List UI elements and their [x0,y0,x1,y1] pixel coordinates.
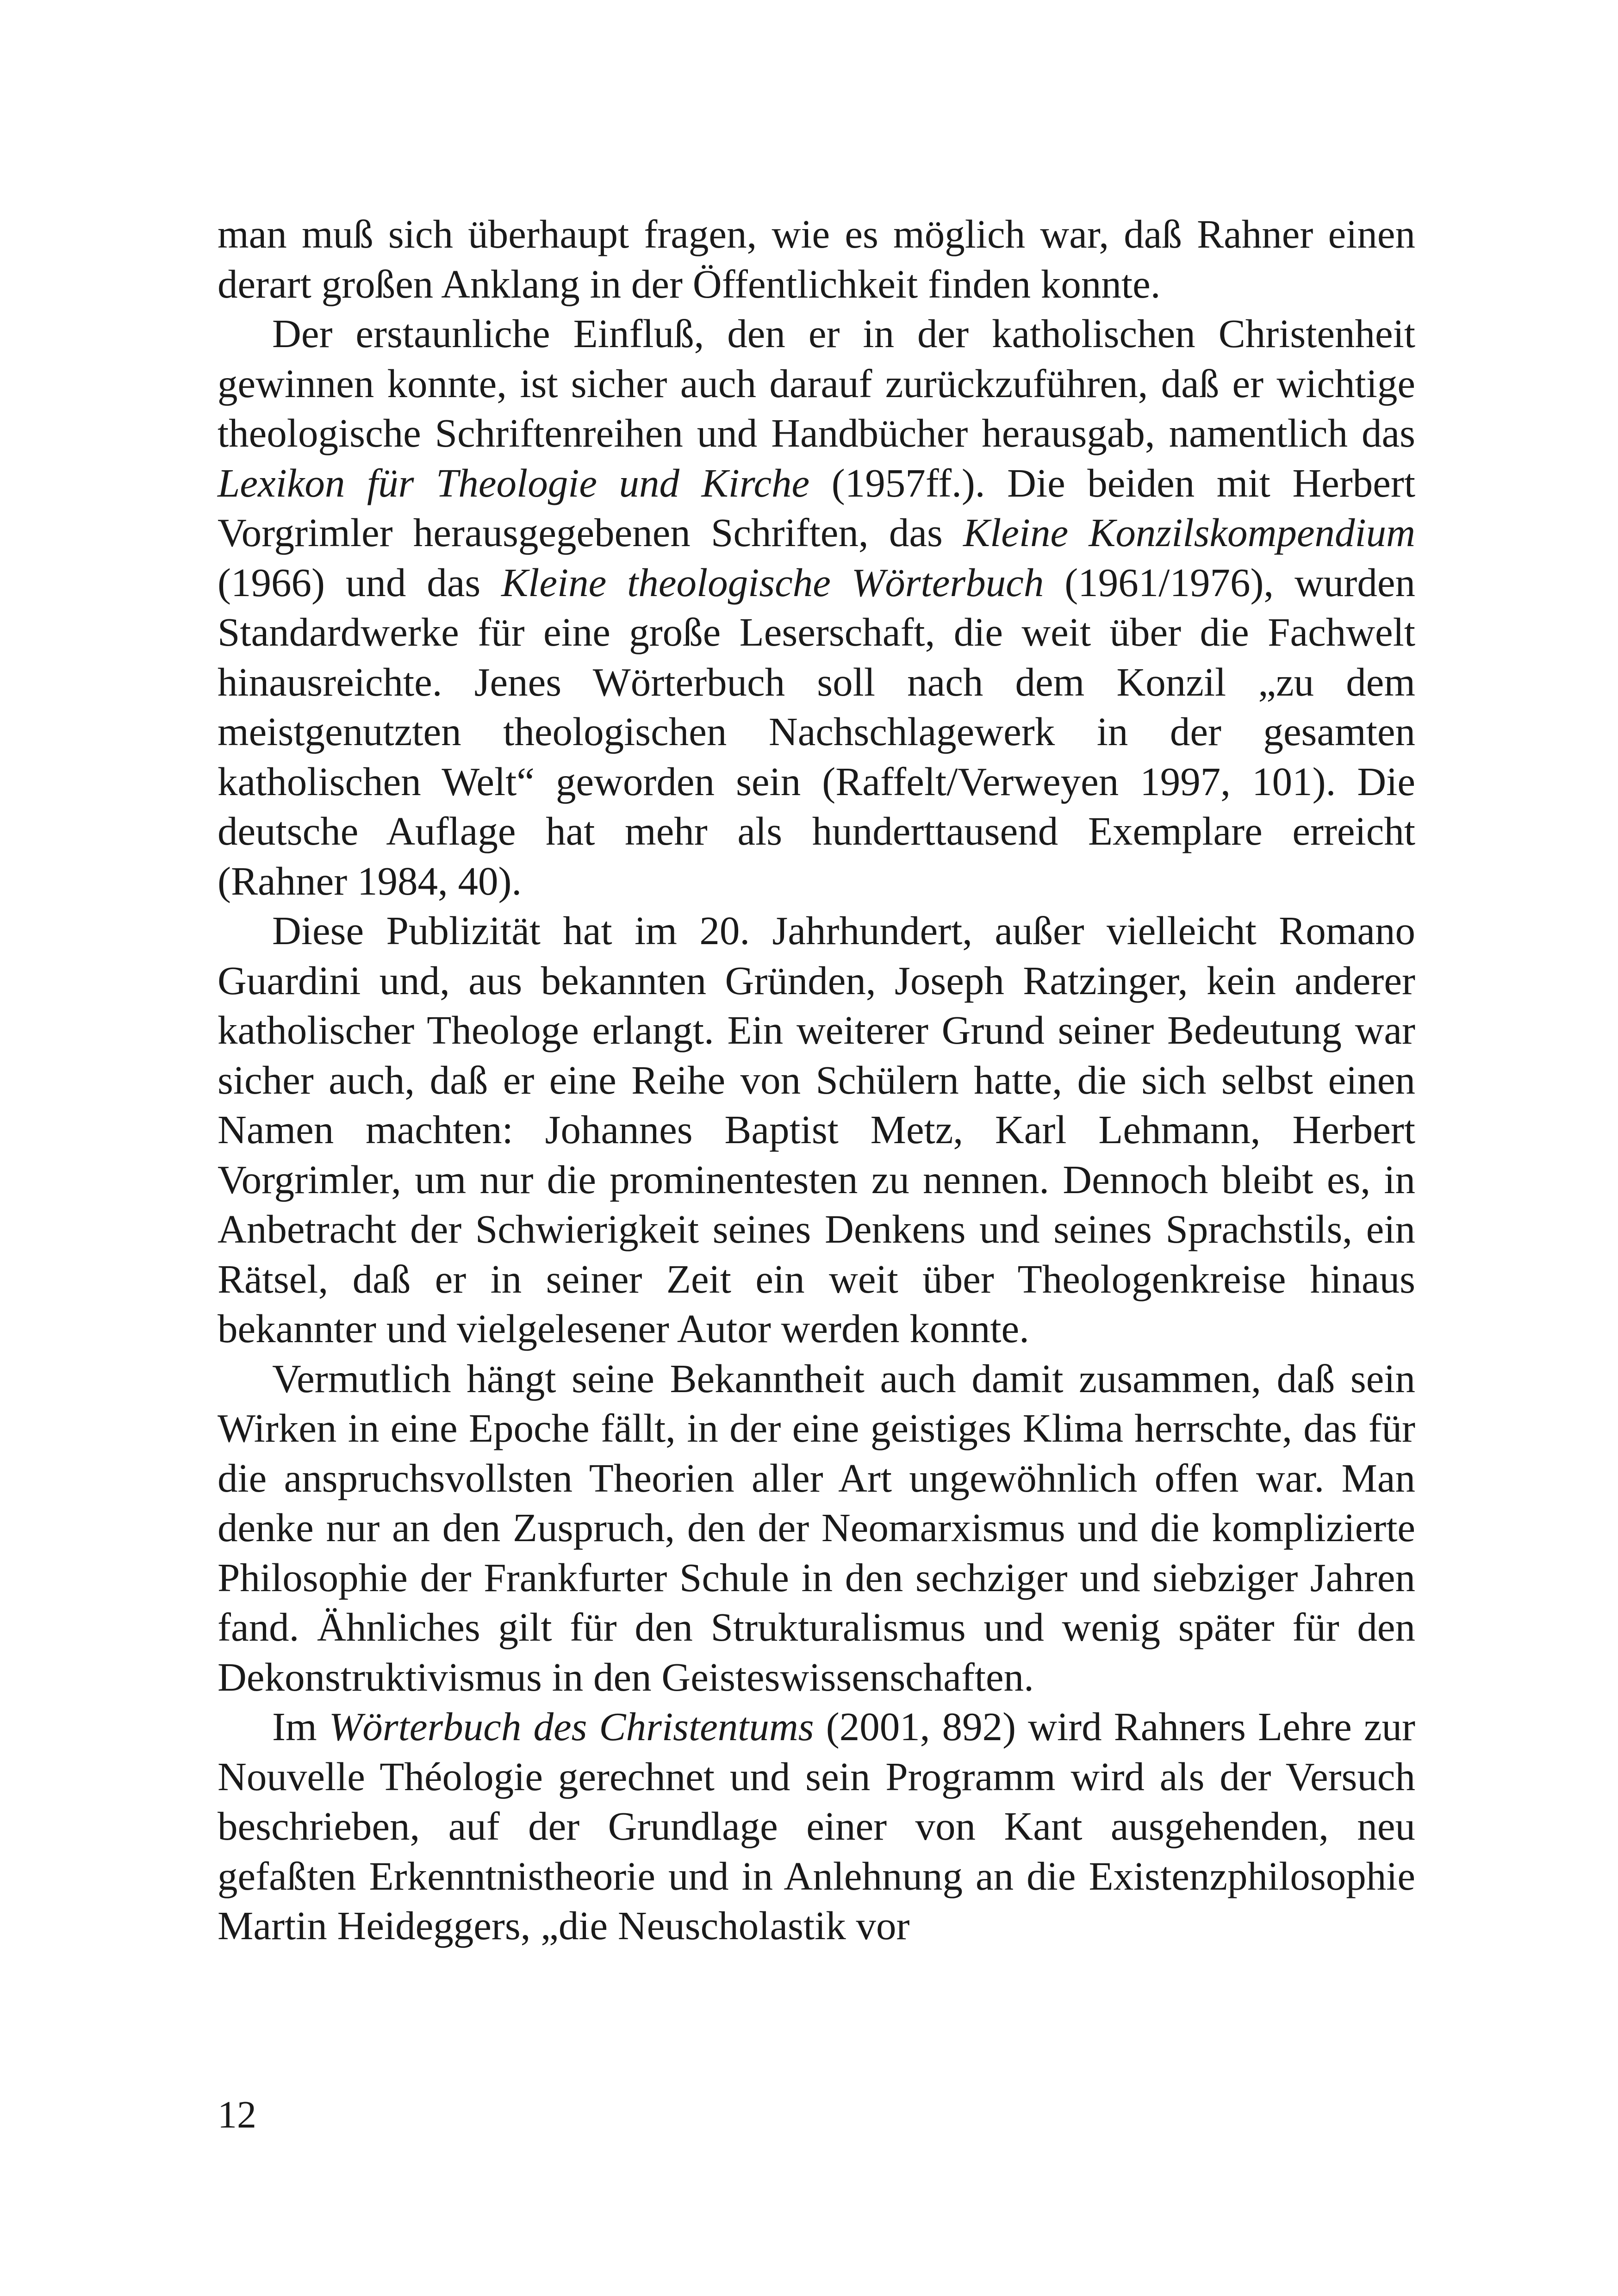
text-run: (1961/1976), wurden Standardwerke für eine große Leserschaft, die weit über die Fachwelt hinausreichte. Jenes Wörterbuch soll nach dem Konzil „zu dem meistgenutzten theologischen Nachschlagewerk in der gesamten katholischen Welt“ geworden sein (Raffelt/Verweyen 1997, 101). Die deutsche Auflage hat mehr als hunderttausend Exemplare erreicht (Rahner 1984, 40). [218,560,1415,903]
paragraph [218,906,1415,1354]
page-number: 12 [218,2093,256,2136]
paragraph [218,1702,1415,1951]
text-run: Vermutlich hängt seine Bekanntheit auch damit zusammen, daß sein Wirken in eine Epoche fällt, in der eine geistiges Klima herrschte, das für die anspruchsvollsten Theorien aller Art ungewöhnlich offen war. Man denke nur an den Zuspruch, den der Neomarxismus und die komplizierte Philosophie der Frankfurter Schule in den sechziger und siebziger Jahren fand. Ähnliches gilt für den Strukturalismus und wenig später für den Dekonstruktivismus in den Geisteswissenschaften. [218,1356,1415,1699]
body-text [218,209,1415,1951]
text-run: (1957ff.). Die beiden mit Herbert Vorgrimler herausgegebenen Schriften, das [218,460,1415,555]
text-run: Der erstaunliche Einfluß, den er in der katholischen Christenheit gewinnen konnte, ist sicher auch darauf zurückzuführen, daß er wichtige theologische Schriftenreihen und Handbücher herausgab, namentlich das [218,311,1415,455]
italic-title: Kleine Konzilskompendium [963,510,1415,555]
italic-title: Lexikon für Theologie und Kirche [218,460,810,505]
text-run: Im [272,1704,329,1749]
text-run: (2001, 892) wird Rahners Lehre zur Nouvelle Théologie gerechnet und sein Programm wird als der Versuch beschrieben, auf der Grundlage einer von Kant ausgehenden, neu gefaßten Erkenntnistheorie und in Anlehnung an die Existenzphilosophie Martin Heideggers, „die Neuscholastik vor [218,1704,1415,1948]
text-run: (1966) und das [218,560,502,605]
italic-title: Kleine theologische Wörterbuch [501,560,1044,605]
paragraph [218,1354,1415,1702]
text-run: Diese Publizität hat im 20. Jahrhundert, außer vielleicht Romano Guardini und, aus bekannten Gründen, Joseph Ratzinger, kein anderer katholischer Theologe erlangt. Ein weiterer Grund seiner Bedeutung war sicher auch, daß er eine Reihe von Schülern hatte, die sich selbst einen Namen machten: Johannes Baptist Metz, Karl Lehmann, Herbert Vorgrimler, um nur die prominentesten zu nennen. Dennoch bleibt es, in Anbetracht der Schwierigkeit seines Denkens und seines Sprachstils, ein Rätsel, daß er in seiner Zeit ein weit über Theologenkreise hinaus bekannter und vielgelesener Autor werden konnte. [218,908,1415,1351]
paragraph [218,209,1415,309]
paragraph [218,309,1415,906]
italic-title: Wörterbuch des Christentums [329,1704,814,1749]
text-run: man muß sich überhaupt fragen, wie es möglich war, daß Rahner einen derart großen Anklang in der Öffentlichkeit finden konnte. [218,212,1415,306]
